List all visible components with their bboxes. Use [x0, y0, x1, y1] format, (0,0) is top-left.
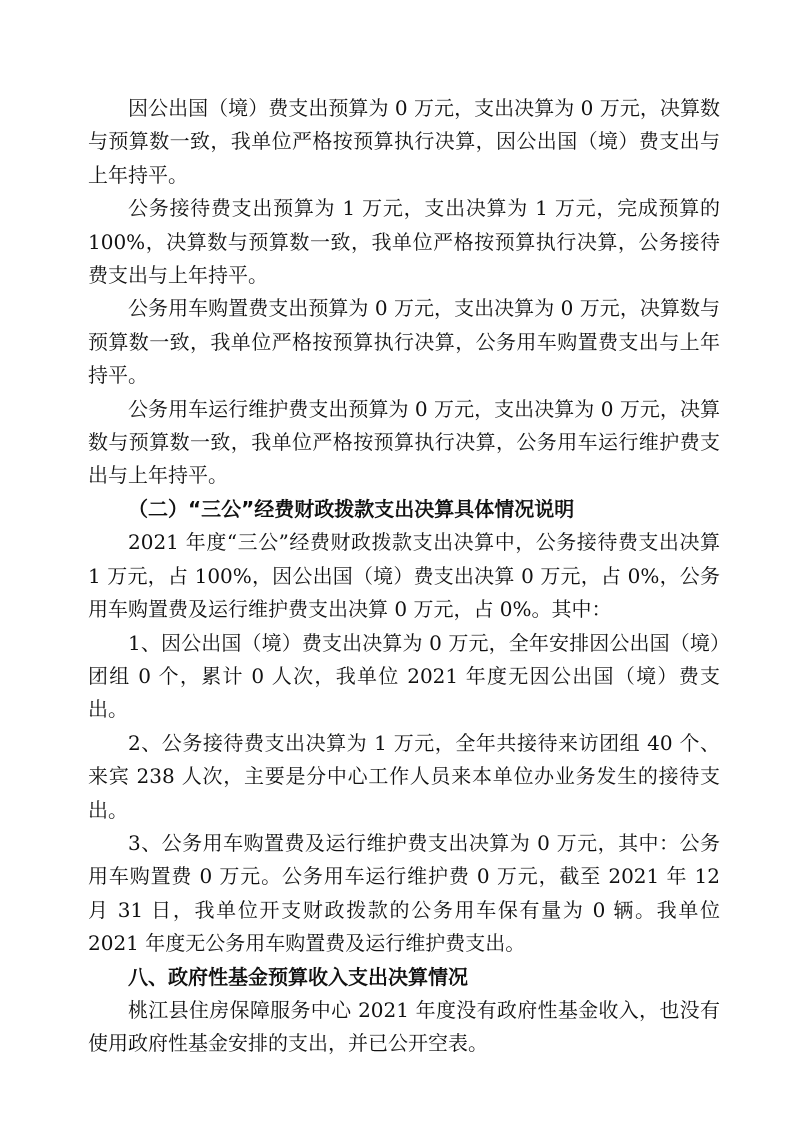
paragraph-item-2-reception: 2、公务接待费支出决算为 1 万元，全年共接待来访团组 40 个、来宾 238 人次，主要是分中心工作人员来本单位办业务发生的接待支出。: [88, 730, 720, 822]
paragraph-outbound-travel-expense: 因公出国（境）费支出预算为 0 万元，支出决算为 0 万元，决算数与预算数一致，我单位严格按预算执行决算，因公出国（境）费支出与上年持平。: [88, 96, 720, 187]
document-body: [88, 92, 720, 1061]
paragraph-vehicle-maintenance-expense: 公务用车运行维护费支出预算为 0 万元，支出决算为 0 万元，决算数与预算数一致，我单位严格按预算执行决算，公务用车运行维护费支出与上年持平。: [88, 396, 720, 488]
section-heading-government-fund: 八、政府性基金预算收入支出决算情况: [128, 964, 468, 989]
section-heading-three-public-expenses: （二）“三公”经费财政拨款支出决算具体情况说明: [128, 496, 575, 521]
paragraph-item-1-outbound-travel: 1、因公出国（境）费支出决算为 0 万元，全年安排因公出国（境）团组 0 个，累计 0 人次，我单位 2021 年度无因公出国（境）费支出。: [88, 630, 720, 722]
paragraph-government-fund: 桃江县住房保障服务中心 2021 年度没有政府性基金收入，也没有使用政府性基金安排的支出，并已公开空表。: [88, 997, 720, 1056]
paragraph-reception-expense: 公务接待费支出预算为 1 万元，支出决算为 1 万元，完成预算的 100%，决算数与预算数一致，我单位严格按预算执行决算，公务接待费支出与上年持平。: [88, 196, 720, 288]
paragraph-three-public-summary: 2021 年度“三公”经费财政拨款支出决算中，公务接待费支出决算 1 万元，占 100%，因公出国（境）费支出决算 0 万元，占 0%，公务用车购置费及运行维护费支出决算 0 万元，占 0%。其中：: [88, 530, 720, 622]
paragraph-item-3-vehicles: 3、公务用车购置费及运行维护费支出决算为 0 万元，其中：公务用车购置费 0 万元。公务用车运行维护费 0 万元，截至 2021 年 12 月 31 日，我单位开支财政拨款的公务用车保有量为 0 辆。我单位 2021 年度无公务用车购置费及运行维护费支出。: [88, 830, 720, 956]
paragraph-vehicle-purchase-expense: 公务用车购置费支出预算为 0 万元，支出决算为 0 万元，决算数与预算数一致，我单位严格按预算执行决算，公务用车购置费支出与上年持平。: [88, 296, 720, 388]
